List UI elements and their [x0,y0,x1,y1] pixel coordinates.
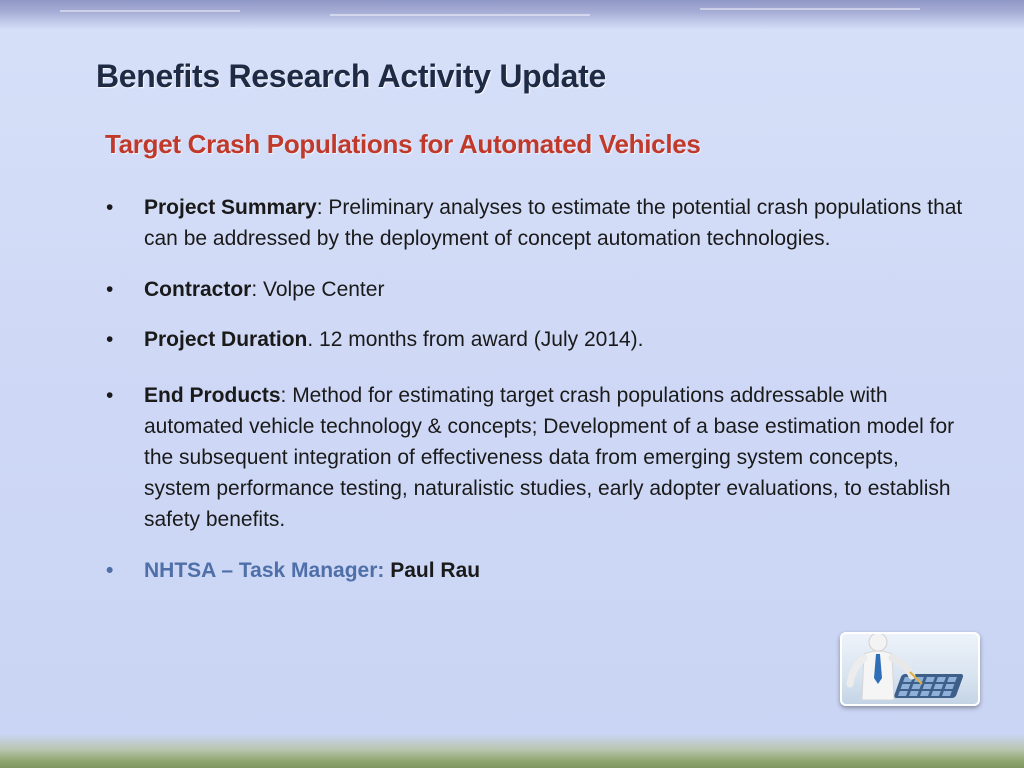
bullet-separator: : [280,384,293,407]
bullet-separator: : [251,278,264,301]
bullet-label: Project Summary [144,196,317,219]
bullet-contractor [106,274,966,305]
bullet-list [106,192,966,586]
bullet-separator: : [316,196,329,219]
bullet-text: Preliminary analyses to estimate the potential crash populations that can be addressed by the deployment of concept automation technologies. [144,196,963,250]
bullet-text: Volpe Center [263,278,385,301]
bullet-text: Method for estimating target crash populations addressable with automated vehicle technology & concepts; Development of a base estimation model for the subsequent integration of effectiveness data from emerging system concepts, system performance testing, naturalistic studies, early adopter evaluations, to establish safety benefits. [144,384,955,531]
bullet-project-duration [106,324,966,355]
slide-subtitle: Target Crash Populations for Automated Vehicles [105,129,701,159]
bullet-dot: • [106,559,114,582]
slide-title: Benefits Research Activity Update [96,58,606,94]
bullet-dot: • [106,196,114,219]
bullet-label: End Products [144,384,281,407]
businessman-calculator-icon [840,632,980,706]
task-manager-name: Paul Rau [390,559,481,582]
bullet-dot: • [106,328,114,351]
bullet-dot: • [106,278,114,301]
bottom-decorative-band [0,734,1024,768]
bullet-separator: . [307,328,320,351]
bullet-task-manager [106,555,966,586]
bullet-dot: • [106,384,114,407]
bullet-end-products [106,380,966,535]
bullet-label: NHTSA – Task Manager: [144,559,385,582]
bullet-label: Contractor [144,278,252,301]
bullet-label: Project Duration [144,328,308,351]
top-decorative-band [0,0,1024,30]
bullet-text: 12 months from award (July 2014). [319,328,644,351]
bullet-project-summary [106,192,966,254]
